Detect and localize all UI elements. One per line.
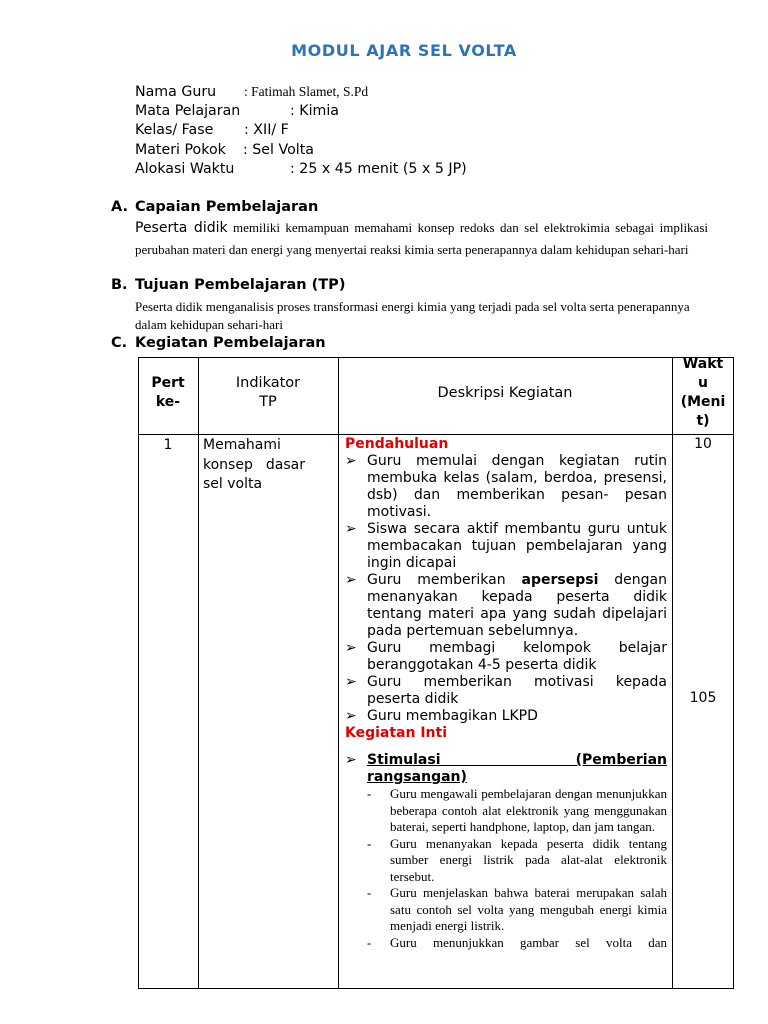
section-a-body: memiliki kemampuan memahami konsep redoks dan sel elektrokimia sebagai implikasi perubahan materi dan energi yang menyertai reaksi kimia serta penerapannya dalam kehidupan sehari-hari (135, 220, 708, 257)
info-row-guru (135, 82, 368, 103)
section-a-lead: Peserta didik (135, 220, 228, 236)
pendahuluan-label: Pendahuluan (345, 436, 449, 452)
cell-time-inti: 105 (689, 690, 717, 706)
stimulasi-heading (345, 752, 667, 769)
section-letter: A. (111, 199, 128, 215)
header-text: u (698, 375, 708, 391)
list-item-text: dengan menanyakan kepada peserta didik tentang materi apa yang sudah dipelajari pada pertemuan sebelumnya. (367, 572, 667, 639)
section-a-text (135, 218, 708, 261)
dash-bullet-icon: - (367, 786, 372, 801)
list-item-text: Siswa secara aktif membantu guru untuk membacakan tujuan pembelajaran yang ingin dicapai (367, 521, 667, 571)
list-item (345, 640, 667, 674)
info-value: : 25 x 45 menit (5 x 5 JP) (290, 161, 467, 177)
info-label: Materi Pokok (135, 142, 226, 158)
dash-bullet-icon: - (367, 835, 372, 851)
section-b-heading (111, 277, 345, 293)
info-label: Nama Guru (135, 84, 217, 100)
arrow-bullet-icon: ➢ (345, 752, 357, 768)
section-b-text: Peserta didik menganalisis proses transformasi energi kimia yang terjadi pada sel volta serta penerapannya dalam kehidupan sehari-hari (135, 299, 690, 332)
stimulasi-heading-cont: rangsangan) (367, 769, 467, 785)
info-row-mapel (135, 102, 339, 122)
arrow-bullet-icon: ➢ (345, 640, 357, 656)
list-item-text: Guru memberikan (367, 572, 522, 588)
info-value: : XII/ F (244, 122, 289, 138)
section-letter: C. (111, 335, 128, 351)
info-row-materi (135, 141, 314, 161)
info-label: Kelas/ Fase (135, 122, 214, 138)
list-item-emphasis: apersepsi (521, 572, 599, 588)
info-value: : Kimia (290, 103, 339, 119)
list-item (345, 521, 667, 572)
arrow-bullet-icon: ➢ (345, 453, 357, 469)
header-waktu (672, 355, 734, 431)
header-text: (Meni (680, 394, 726, 410)
section-title: Capaian Pembelajaran (135, 199, 319, 215)
header-deskripsi: Deskripsi Kegiatan (437, 385, 573, 401)
list-item-text: Guru menjelaskan bahwa baterai merupakan salah satu contoh sel volta yang mengubah energi kimia menjadi energi listrik. (390, 885, 667, 933)
section-letter: B. (111, 277, 128, 293)
info-row-kelas (135, 121, 289, 141)
arrow-bullet-icon: ➢ (345, 521, 357, 537)
kegiatan-inti-label: Kegiatan Inti (345, 725, 448, 741)
info-label: Mata Pelajaran (135, 103, 241, 119)
list-item (345, 708, 667, 725)
list-item (345, 453, 667, 521)
info-label: Alokasi Waktu (135, 161, 235, 177)
list-item-text: Guru menunjukkan gambar sel volta dan (390, 934, 667, 950)
header-text: Indikator (235, 375, 301, 391)
list-item-text: Guru memulai dengan kegiatan rutin membuka kelas (salam, berdoa, presensi, dsb) dan memberikan pesan- pesan motivasi. (367, 453, 667, 520)
header-text: TP (259, 394, 277, 410)
list-item-text: Guru menanyakan kepada peserta didik tentang sumber energi listrik pada alat-alat elektronik tersebut. (390, 835, 667, 884)
activity-table (138, 357, 734, 989)
list-item-text: Guru membagikan LKPD (367, 708, 538, 724)
list-item (345, 572, 667, 640)
cell-pertemuan: 1 (163, 437, 173, 453)
header-text: t) (696, 413, 710, 429)
header-text: Wakt (682, 356, 724, 372)
stimulasi-text: Stimulasi (Pemberian (367, 752, 667, 768)
header-indikator (198, 374, 338, 412)
info-row-waktu (135, 160, 467, 180)
table-col-divider (198, 357, 199, 989)
list-item-text: Guru membagi kelompok belajar beranggotakan 4-5 peserta didik (367, 640, 667, 673)
cell-deskripsi (345, 436, 667, 951)
table-border-bottom (138, 988, 734, 989)
list-item (345, 885, 667, 935)
table-header-divider (138, 434, 734, 435)
dash-bullet-icon: - (367, 934, 372, 950)
arrow-bullet-icon: ➢ (345, 708, 357, 724)
document-title: MODUL AJAR SEL VOLTA (291, 41, 517, 60)
cell-indikator: Memahami konsep dasar sel volta (203, 437, 305, 492)
list-item (345, 786, 667, 836)
list-item-text: Guru memberikan motivasi kepada peserta didik (367, 674, 667, 707)
table-border-top (138, 357, 734, 358)
section-c-heading (111, 335, 326, 351)
header-text: Pert (151, 375, 185, 391)
dash-bullet-icon: - (367, 885, 372, 900)
section-title: Tujuan Pembelajaran (TP) (135, 277, 346, 293)
cell-time-pendahuluan: 10 (694, 436, 712, 452)
arrow-bullet-icon: ➢ (345, 572, 357, 588)
arrow-bullet-icon: ➢ (345, 674, 357, 690)
header-text: ke- (155, 394, 181, 410)
list-item (345, 836, 667, 886)
info-value: : Fatimah Slamet, S.Pd (244, 84, 369, 99)
section-title: Kegiatan Pembelajaran (135, 335, 326, 351)
section-a-heading (111, 199, 318, 215)
table-col-divider (338, 357, 339, 989)
list-item (345, 674, 667, 708)
list-item (345, 935, 667, 952)
list-item-text: Guru mengawali pembelajaran dengan menunjukkan beberapa contoh alat elektronik yang menggunakan baterai, seperti handphone, laptop, dan jam tangan. (390, 786, 667, 834)
header-pert (138, 374, 198, 412)
info-value: : Sel Volta (243, 142, 314, 158)
